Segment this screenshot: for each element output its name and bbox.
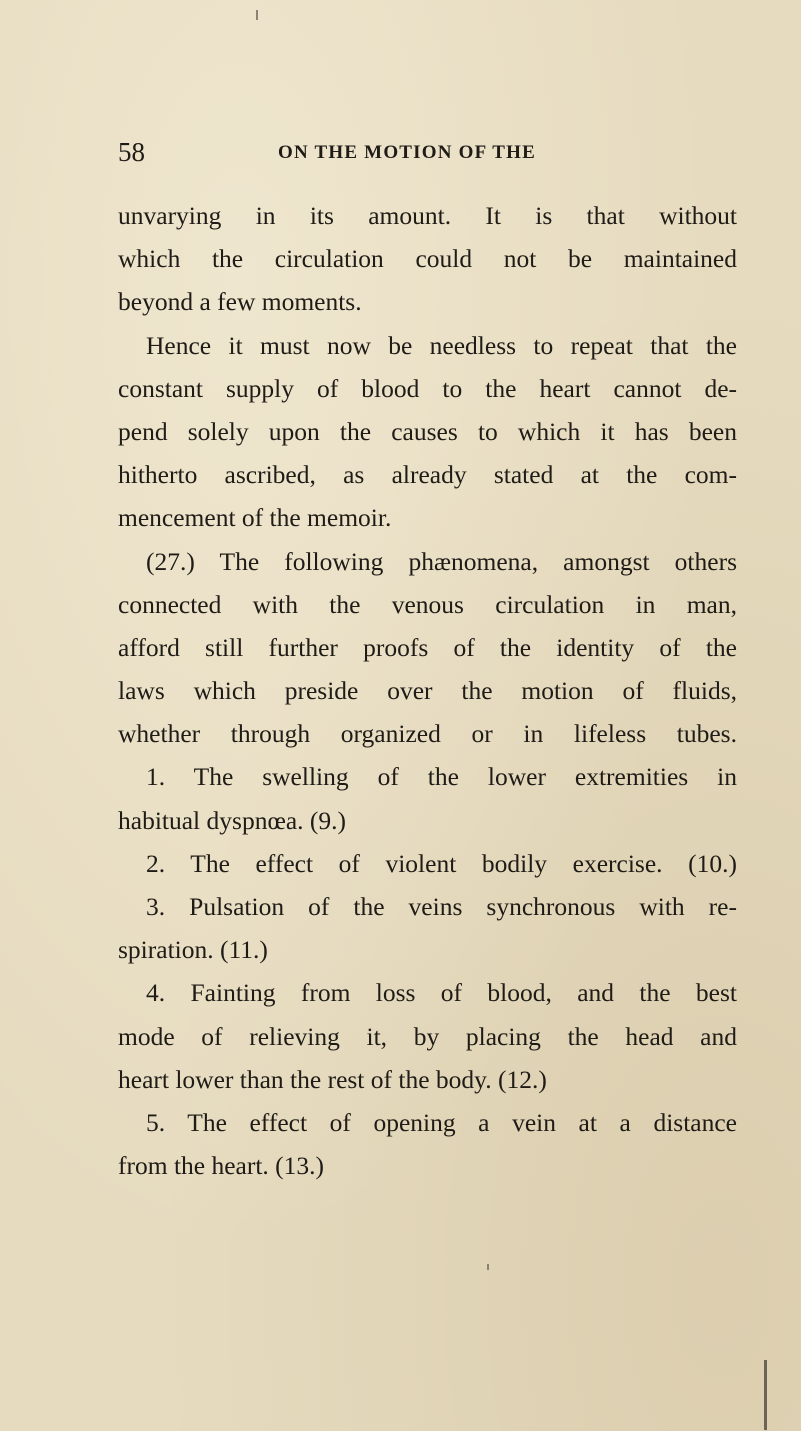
- ink-speck: [487, 1264, 489, 1270]
- text-line: 2. The effect of violent bodily exercise. (10.): [146, 848, 737, 878]
- text-line: pend solely upon the causes to which it has been: [118, 416, 737, 446]
- text-line: heart lower than the rest of the body. (12.): [118, 1064, 547, 1094]
- text-line: 1. The swelling of the lower extremities in: [146, 762, 737, 792]
- text-line: spiration. (11.): [118, 935, 268, 965]
- body-text: [118, 194, 737, 1187]
- text-line: whether through organized or in lifeless tubes.: [118, 719, 737, 749]
- text-line: from the heart. (13.): [118, 1151, 325, 1181]
- text-line: mencement of the memoir.: [118, 503, 392, 533]
- ink-speck: [256, 10, 258, 20]
- text-line: mode of relieving it, by placing the head and: [118, 1021, 737, 1051]
- text-line: habitual dyspnœa. (9.): [118, 805, 347, 835]
- text-line: laws which preside over the motion of fluids,: [118, 676, 737, 706]
- page-number: 58: [118, 137, 145, 167]
- text-line: 4. Fainting from loss of blood, and the best: [146, 978, 737, 1008]
- text-line: afford still further proofs of the identity of the: [118, 632, 737, 662]
- text-line: unvarying in its amount. It is that without: [118, 201, 737, 230]
- running-head: ON THE MOTION OF THE: [278, 142, 537, 163]
- text-line: 3. Pulsation of the veins synchronous with re-: [146, 892, 737, 921]
- ink-speck: [764, 1360, 767, 1430]
- text-line: Hence it must now be needless to repeat that the: [146, 330, 737, 360]
- text-line: (27.) The following phænomena, amongst others: [146, 546, 737, 576]
- text-line: which the circulation could not be maintained: [118, 244, 737, 274]
- page-header: [118, 136, 738, 168]
- text-line: beyond a few moments.: [118, 287, 362, 317]
- text-line: connected with the venous circulation in man,: [118, 589, 737, 619]
- text-line: hitherto ascribed, as already stated at the com-: [118, 460, 737, 490]
- text-line: 5. The effect of opening a vein at a distance: [146, 1107, 737, 1137]
- text-line: constant supply of blood to the heart cannot de-: [118, 373, 737, 403]
